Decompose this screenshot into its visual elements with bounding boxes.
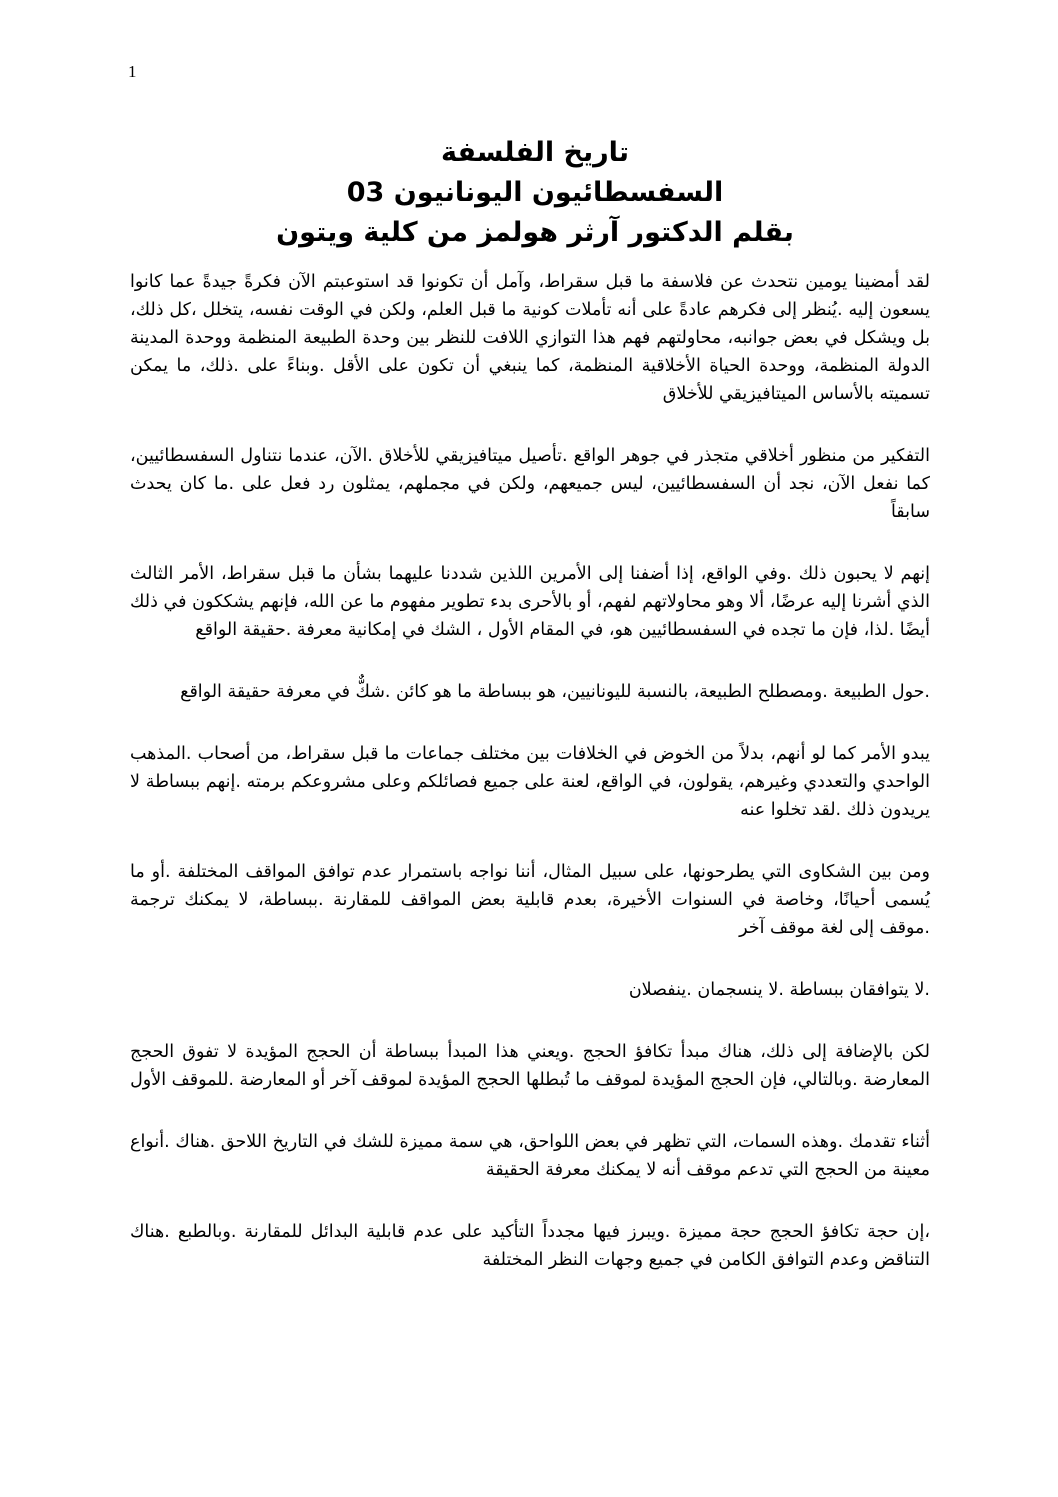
paragraph-5: يبدو الأمر كما لو أنهم، بدلاً من الخوض في الخلافات بين مختلف جماعات ما قبل سقراط، من أصحاب .المذهب الواحدي والتعددي وغيرهم، يقولون، في الواقع، لعنة على جميع فصائلكم وعلى مشروعكم برمته .إنهم ببساطة لا يريدون ذلك .لقد تخلوا عنه: [130, 744, 930, 820]
paragraph-3: إنهم لا يحبون ذلك .وفي الواقع، إذا أضفنا إلى الأمرين اللذين شددنا عليهما بشأن ما قبل سقراط، الأمر الثالث الذي أشرنا إليه عرضًا، ألا وهو محاولاتهم لفهم، أو بالأحرى بدء تطوير مفهوم ما عن الله، فإنهم يشككون في ذلك أيضًا .لذا، فإن ما تجده في السفسطائيين هو، في المقام الأول ، الشك في إمكانية معرفة .حقيقة الواقع: [130, 564, 930, 640]
paragraph-2: التفكير من منظور أخلاقي متجذر في جوهر الواقع .تأصيل ميتافيزيقي للأخلاق .الآن، عندما نتناول السفسطائيين، كما نفعل الآن، نجد أن السفسطائيين، ليس جميعهم، ولكن في مجملهم، يمثلون رد فعل على .ما كان يحدث سابقاً: [130, 446, 930, 522]
paragraph-4: .حول الطبيعة .ومصطلح الطبيعة، بالنسبة لليونانيين، هو ببساطة ما هو كائن .شكٌّ في معرفة حقيقة الواقع: [180, 682, 930, 702]
paragraph-8: لكن بالإضافة إلى ذلك، هناك مبدأ تكافؤ الحجج .ويعني هذا المبدأ ببساطة أن الحجج المؤيدة لا تفوق الحجج المعارضة .وبالتالي، فإن الحجج المؤيدة لموقف ما تُبطلها الحجج المؤيدة لموقف آخر أو المعارضة .للموقف الأول: [130, 1042, 930, 1090]
document-body: [130, 268, 930, 1308]
title-line-2: السفسطائيون اليونانيون 03: [346, 177, 724, 208]
paragraph-10: ،إن حجة تكافؤ الحجج حجة مميزة .ويبرز فيها مجدداً التأكيد على عدم قابلية البدائل للمقارنة .وبالطبع .هناك التناقض وعدم التوافق الكامن في جميع وجهات النظر المختلفة: [130, 1222, 930, 1270]
title-line-1: تاريخ الفلسفة: [441, 137, 629, 168]
paragraph-6: ومن بين الشكاوى التي يطرحونها، على سبيل المثال، أننا نواجه باستمرار عدم توافق المواقف المختلفة .أو ما يُسمى أحيانًا، وخاصة في السنوات الأخيرة، بعدم قابلية بعض المواقف للمقارنة .ببساطة، لا يمكنك ترجمة .موقف إلى لغة موقف آخر: [130, 862, 930, 938]
title-line-3: بقلم الدكتور آرثر هولمز من كلية ويتون: [276, 217, 794, 248]
page-number: 1: [128, 62, 137, 81]
document-title: [140, 133, 930, 253]
paragraph-9: أثناء تقدمك .وهذه السمات، التي تظهر في بعض اللواحق، هي سمة مميزة للشك في التاريخ اللاحق .هناك .أنواع معينة من الحجج التي تدعم موقف أنه لا يمكنك معرفة الحقيقة: [130, 1132, 930, 1180]
paragraph-7: .لا يتوافقان ببساطة .لا ينسجمان .ينفصلان: [628, 980, 930, 1000]
paragraph-1: لقد أمضينا يومين نتحدث عن فلاسفة ما قبل سقراط، وآمل أن تكونوا قد استوعبتم الآن فكرةً جيدةً عما كانوا يسعون إليه .يُنظر إلى فكرهم عادةً على أنه تأملات كونية ما قبل العلم، ولكن في الوقت نفسه، يتخلل ،كل ذلك، بل ويشكل في بعض جوانبه، محاولتهم فهم هذا التوازي اللافت للنظر بين وحدة الطبيعة المنظمة ووحدة المدينة الدولة المنظمة، ووحدة الحياة الأخلاقية المنظمة، كما ينبغي أن تكون على الأقل .وبناءً على .ذلك، ما يمكن تسميته بالأساس الميتافيزيقي للأخلاق: [130, 272, 930, 404]
